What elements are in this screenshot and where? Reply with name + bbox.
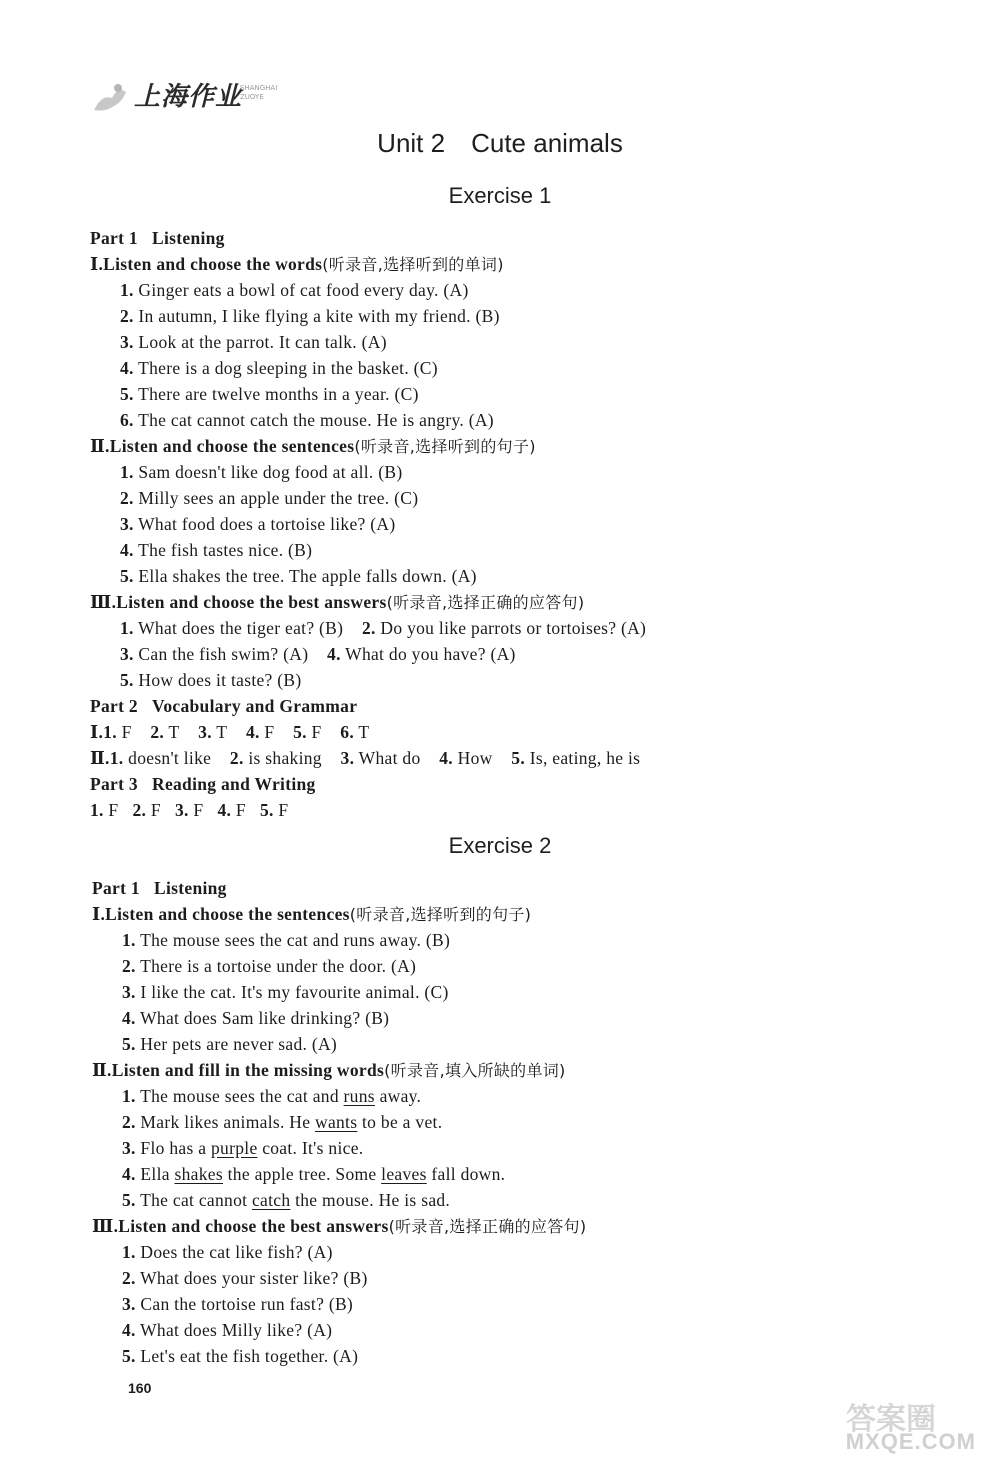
list-item: 2. Milly sees an apple under the tree. (C) xyxy=(120,488,419,508)
list-item: 4. The fish tastes nice. (B) xyxy=(120,540,313,560)
list-item: 1. The mouse sees the cat and runs away. xyxy=(122,1086,422,1106)
ex2-section-2-heading: Ⅱ.Listen and fill in the missing words(听录音,填入所缺的单词) xyxy=(92,1060,566,1080)
svg-text:答案圈: 答案圈 xyxy=(846,1402,936,1437)
answer-row: Ⅰ.1. F 2. T 3. T 4. F 5. F 6. T xyxy=(90,722,370,742)
list-item: 2. In autumn, I like flying a kite with my friend. (B) xyxy=(120,306,500,326)
list-item: 5. There are twelve months in a year. (C) xyxy=(120,384,419,404)
watermark xyxy=(816,1397,986,1457)
ex2-section-1-heading: Ⅰ.Listen and choose the sentences(听录音,选择听到的句子) xyxy=(92,904,532,924)
filled-answer: leaves xyxy=(381,1164,427,1184)
filled-answer: shakes xyxy=(174,1164,223,1184)
watermark-domain: MXQE.COM xyxy=(845,1429,976,1454)
exercise-1-title: Exercise 1 xyxy=(448,183,552,208)
list-item: 2. There is a tortoise under the door. (A) xyxy=(122,956,417,976)
list-item: 2. Mark likes animals. He wants to be a vet. xyxy=(122,1112,443,1132)
list-item: 4. Ella shakes the apple tree. Some leaves fall down. xyxy=(122,1164,506,1184)
list-item: 1. What does the tiger eat? (B) 2. Do you like parrots or tortoises? (A) xyxy=(120,618,647,638)
list-item: 3. Can the fish swim? (A) 4. What do you have? (A) xyxy=(120,644,516,664)
list-item: 3. What food does a tortoise like? (A) xyxy=(120,514,396,534)
list-item: 4. What does Sam like drinking? (B) xyxy=(122,1008,390,1028)
ex1-section-2-heading: Ⅱ.Listen and choose the sentences(听录音,选择听到的句子) xyxy=(90,436,536,456)
list-item: 6. The cat cannot catch the mouse. He is angry. (A) xyxy=(120,410,494,430)
ex1-part1-heading: Part 1 Listening xyxy=(90,228,225,248)
list-item: 1. Sam doesn't like dog food at all. (B) xyxy=(120,462,403,482)
list-item: 4. There is a dog sleeping in the basket. (C) xyxy=(120,358,438,378)
filled-answer: purple xyxy=(211,1138,258,1158)
list-item: 1. Does the cat like fish? (A) xyxy=(122,1242,333,1262)
answer-row: 1. F 2. F 3. F 4. F 5. F xyxy=(90,800,289,820)
list-item: 3. Can the tortoise run fast? (B) xyxy=(122,1294,354,1314)
list-item: 2. What does your sister like? (B) xyxy=(122,1268,368,1288)
answer-row: Ⅱ.1. doesn't like 2. is shaking 3. What do 4. How 5. Is, eating, he is xyxy=(90,748,641,768)
list-item: 5. Her pets are never sad. (A) xyxy=(122,1034,338,1054)
filled-answer: runs xyxy=(343,1086,375,1106)
ex1-section-3-heading: Ⅲ.Listen and choose the best answers(听录音,选择正确的应答句) xyxy=(90,592,585,612)
ex2-part1-heading: Part 1 Listening xyxy=(92,878,227,898)
list-item: 5. How does it taste? (B) xyxy=(120,670,302,690)
publisher-logo xyxy=(88,72,318,118)
filled-answer: catch xyxy=(251,1190,291,1210)
ex1-part2-heading: Part 2 Vocabulary and Grammar xyxy=(90,696,358,716)
unit-name: Cute animals xyxy=(471,128,623,158)
logo-text: 上海作业 xyxy=(134,82,243,112)
page-number: 160 xyxy=(128,1380,152,1396)
unit-title xyxy=(0,128,1000,159)
filled-answer: wants xyxy=(315,1112,358,1132)
list-item: 3. Flo has a purple coat. It's nice. xyxy=(122,1138,364,1158)
logo-subtext: SHANGHAI ZUOYE xyxy=(240,84,278,101)
ex1-part3-heading: Part 3 Reading and Writing xyxy=(90,774,316,794)
child-figure-icon xyxy=(88,76,134,116)
exercise-2-title: Exercise 2 xyxy=(448,833,552,858)
list-item: 5. Let's eat the fish together. (A) xyxy=(122,1346,359,1366)
list-item: 1. The mouse sees the cat and runs away. (B) xyxy=(122,930,451,950)
unit-number: Unit 2 xyxy=(377,128,446,158)
list-item: 3. I like the cat. It's my favourite animal. (C) xyxy=(122,982,449,1002)
list-item: 4. What does Milly like? (A) xyxy=(122,1320,333,1340)
ex1-section-1-heading: Ⅰ.Listen and choose the words(听录音,选择听到的单词) xyxy=(90,254,504,274)
ex2-section-3-heading: Ⅲ.Listen and choose the best answers(听录音,选择正确的应答句) xyxy=(92,1216,587,1236)
list-item: 3. Look at the parrot. It can talk. (A) xyxy=(120,332,387,352)
list-item: 1. Ginger eats a bowl of cat food every day. (A) xyxy=(120,280,469,300)
list-item: 5. Ella shakes the tree. The apple falls down. (A) xyxy=(120,566,477,586)
list-item: 5. The cat cannot catch the mouse. He is sad. xyxy=(122,1190,451,1210)
